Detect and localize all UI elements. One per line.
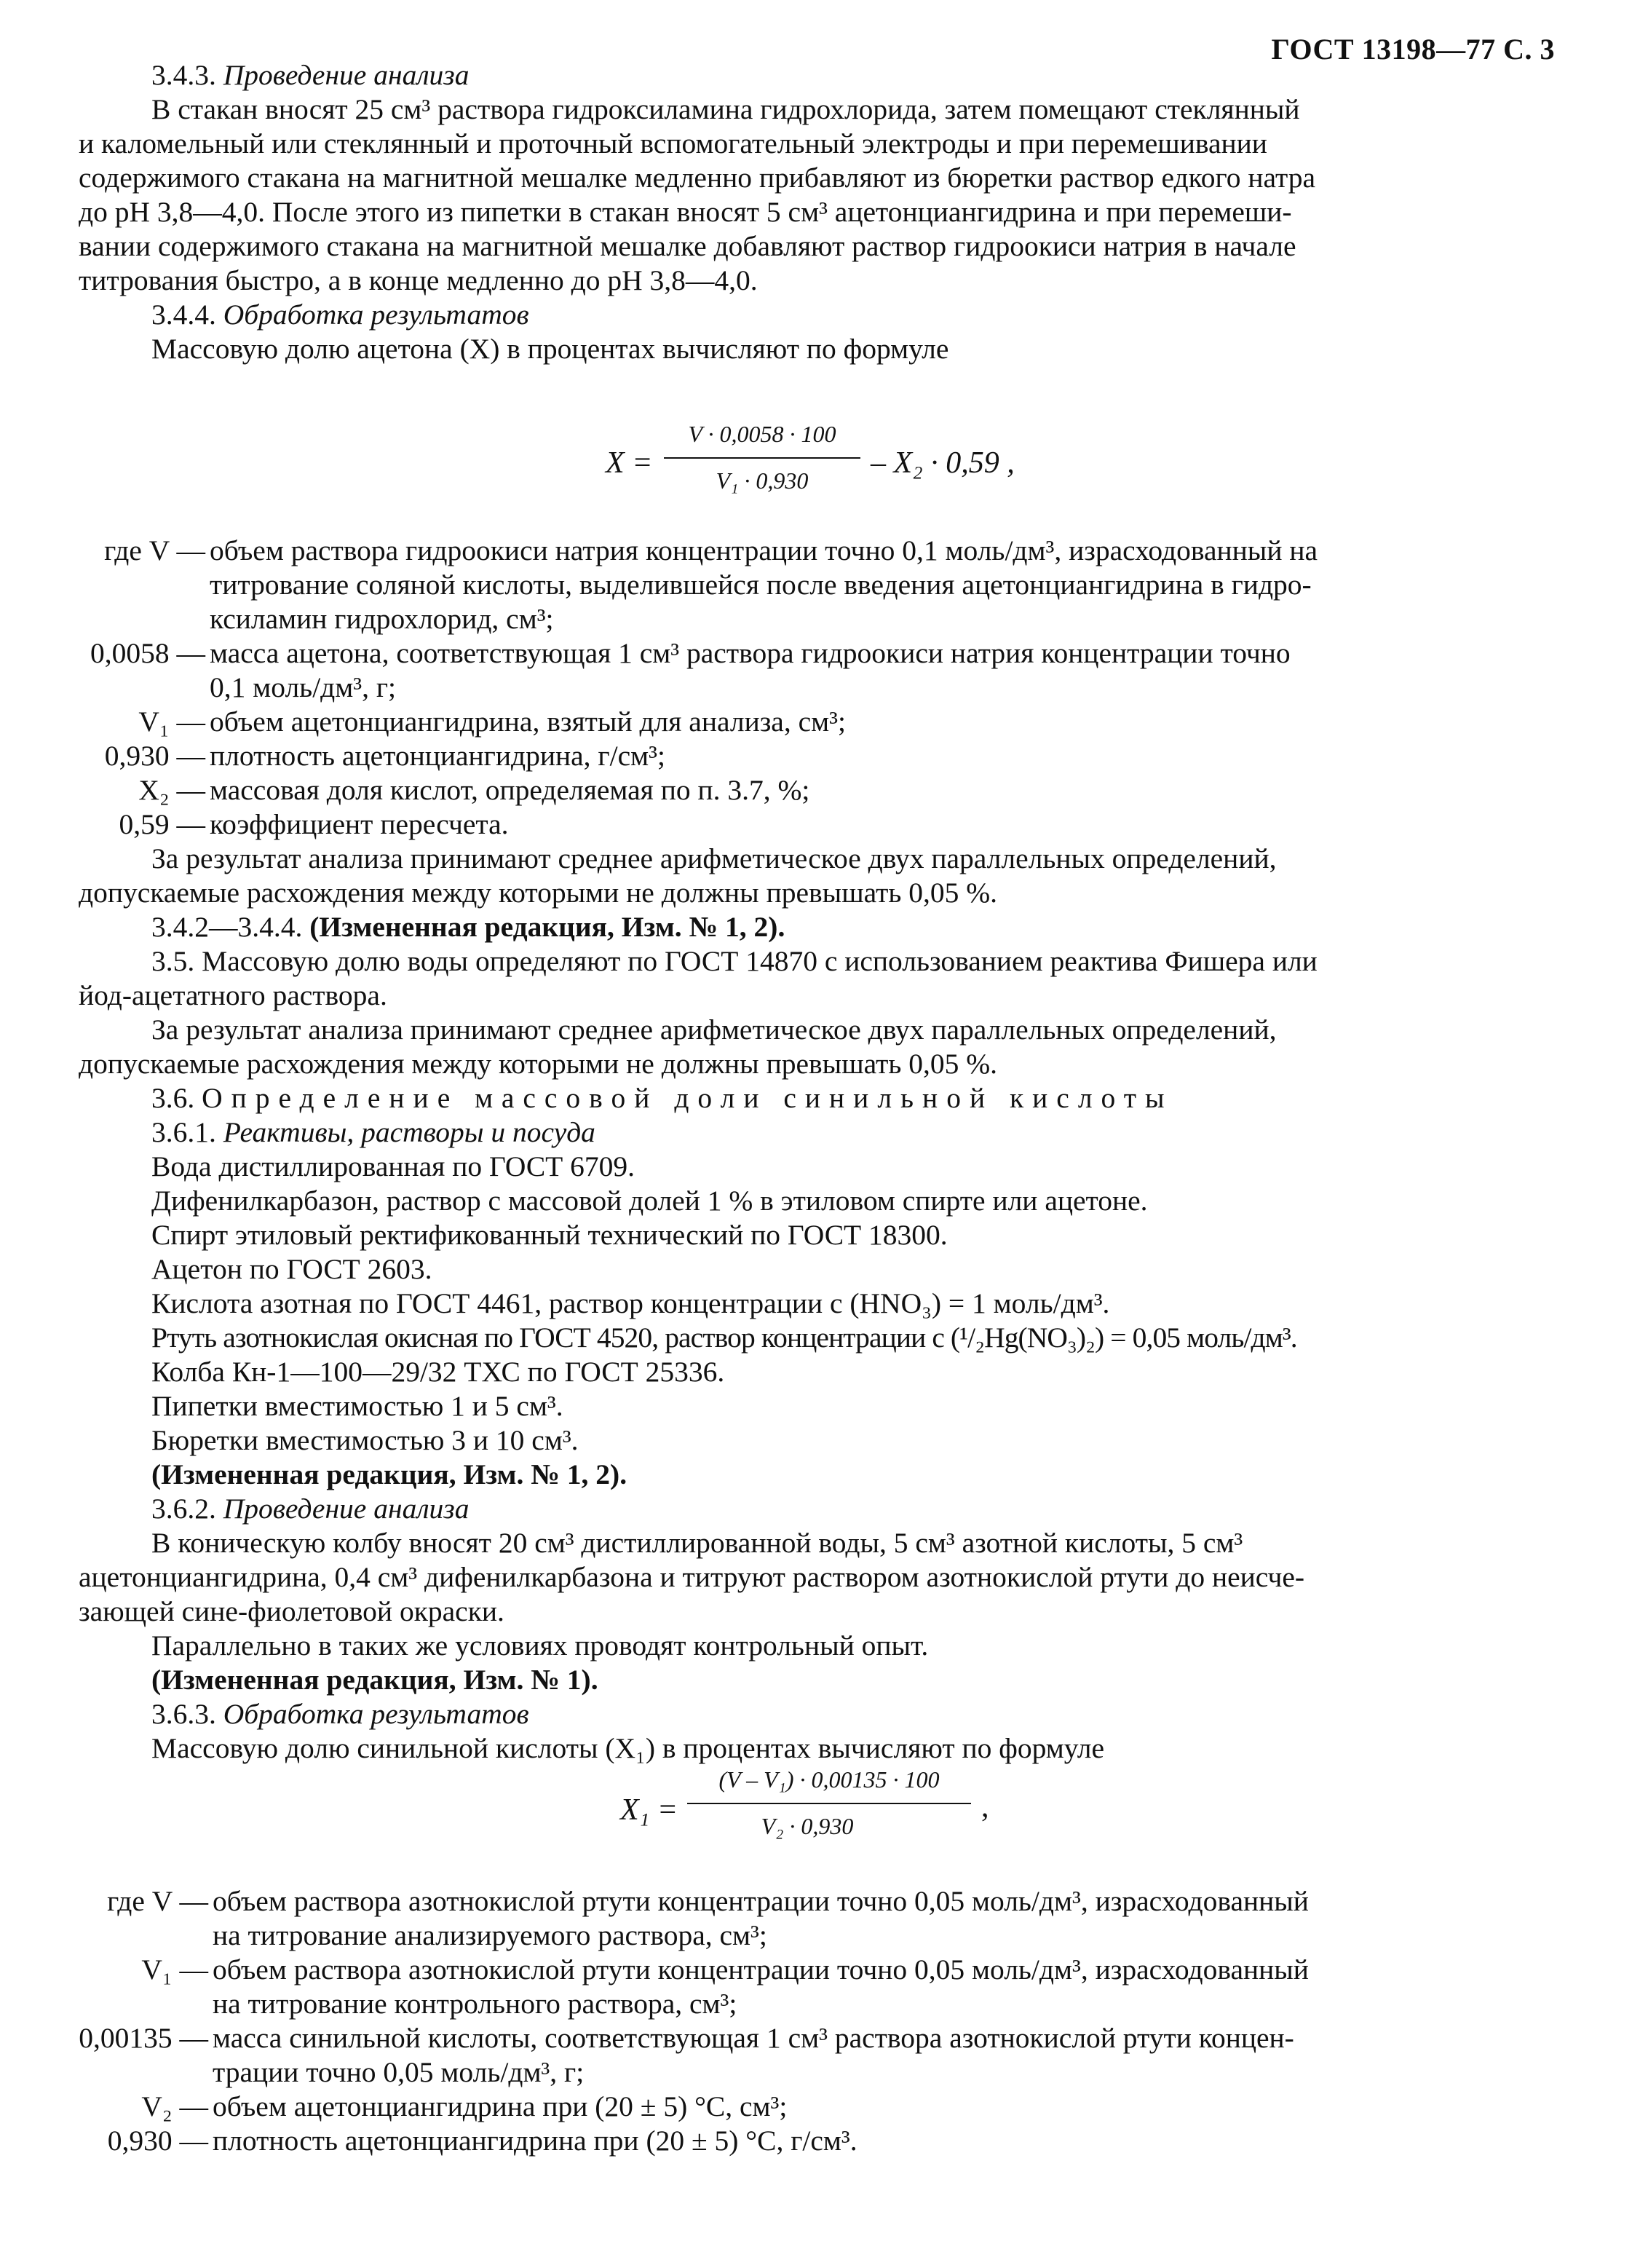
reagent-item: Ацетон по ГОСТ 2603. <box>151 1253 432 1285</box>
formula-lhs: X₁ = <box>620 1793 678 1827</box>
amendment-note <box>151 913 785 942</box>
variable-description: объем ацетонциангидрина при (20 ± 5) °С, см³; <box>213 2090 788 2122</box>
fraction-bar <box>687 1803 971 1804</box>
fraction-bar <box>664 457 860 459</box>
variable-symbol: 0,0058 — <box>90 637 205 669</box>
reagent-item: Пипетки вместимостью 1 и 5 см³. <box>151 1390 563 1422</box>
amendment-note: (Измененная редакция, Изм. № 1, 2). <box>151 1458 627 1490</box>
section-3-6-1-heading <box>151 1118 595 1147</box>
section-title: Реактивы, растворы и посуда <box>223 1116 595 1148</box>
paragraph-line: содержимого стакана на магнитной мешалке медленно прибавляют из бюретки раствор едкого натра <box>79 162 1316 194</box>
paragraph-line: За результат анализа принимают среднее арифметическое двух параллельных определений, <box>151 1014 1277 1046</box>
section-title: Проведение анализа <box>223 59 470 91</box>
variable-description: на титрование контрольного раствора, см³; <box>213 1988 737 2020</box>
variable-symbol: 0,930 — <box>107 2125 208 2157</box>
formula-lhs: X = <box>606 446 653 480</box>
section-3-6-3-heading <box>151 1700 529 1729</box>
formula-numerator: (V – V₁) · 0,00135 · 100 <box>718 1766 940 1793</box>
variable-symbol: 0,00135 — <box>79 2022 208 2054</box>
paragraph-line: В коническую колбу вносят 20 см³ дистиллированной воды, 5 см³ азотной кислоты, 5 см³ <box>151 1527 1243 1559</box>
reagent-item: Колба Кн-1—100—29/32 ТХС по ГОСТ 25336. <box>151 1356 725 1388</box>
paragraph-line: зающей сине-фиолетовой окраски. <box>79 1595 504 1627</box>
variable-symbol: где V — <box>107 1885 208 1917</box>
paragraph-line: и каломельный или стеклянный и проточный вспомогательный электроды и при перемешивании <box>79 127 1267 159</box>
formula-intro: Массовую долю ацетона (X) в процентах вычисляют по формуле <box>151 333 949 365</box>
variable-symbol: V₁ — <box>141 1953 208 1986</box>
variable-description: плотность ацетонциангидрина, г/см³; <box>210 740 665 772</box>
paragraph-line: допускаемые расхождения между которыми не должны превышать 0,05 %. <box>79 877 998 909</box>
reagent-item: Вода дистиллированная по ГОСТ 6709. <box>151 1150 635 1182</box>
paragraph-line: йод-ацетатного раствора. <box>79 979 387 1011</box>
reagent-item: Спирт этиловый ректификованный технический по ГОСТ 18300. <box>151 1219 948 1251</box>
section-title: Обработка результатов <box>223 299 529 331</box>
amendment-range: 3.4.2—3.4.4. <box>151 911 303 943</box>
variable-symbol: где V — <box>104 534 205 566</box>
formula-denominator: V₁ · 0,930 <box>716 467 809 494</box>
section-number: 3.6.2. <box>151 1493 216 1525</box>
paragraph-line: титрования быстро, а в конце медленно до pH 3,8—4,0. <box>79 264 758 296</box>
variable-description: масса синильной кислоты, соответствующая 1 см³ раствора азотнокислой ртути концен- <box>213 2022 1294 2054</box>
paragraph-line: до pH 3,8—4,0. После этого из пипетки в стакан вносят 5 см³ ацетонциангидрина и при перемеши- <box>79 196 1292 228</box>
variable-description: ксиламин гидрохлорид, см³; <box>210 603 554 635</box>
formula-denominator: V₂ · 0,930 <box>761 1813 854 1839</box>
variable-description: объем раствора азотнокислой ртути концентрации точно 0,05 моль/дм³, израсходованный <box>213 1953 1309 1986</box>
paragraph-line: вании содержимого стакана на магнитной мешалке добавляют раствор гидроокиси натрия в начале <box>79 230 1296 262</box>
section-number: 3.6.3. <box>151 1698 216 1730</box>
variable-description: титрование соляной кислоты, выделившейся после введения ацетонциангидрина в гидро- <box>210 569 1312 601</box>
paragraph-line: допускаемые расхождения между которыми не должны превышать 0,05 %. <box>79 1048 998 1080</box>
section-number: 3.6.1. <box>151 1116 216 1148</box>
variable-description: массовая доля кислот, определяемая по п. 3.7, %; <box>210 774 810 806</box>
section-3-6-heading <box>151 1084 1173 1113</box>
paragraph-line: 3.5. Массовую долю воды определяют по ГОСТ 14870 с использованием реактива Фишера или <box>151 945 1318 977</box>
formula-rest: – X₂ · 0,59 , <box>871 446 1015 480</box>
section-title: Определение массовой доли синильной кислоты <box>202 1082 1173 1114</box>
variable-description: объем ацетонциангидрина, взятый для анализа, см³; <box>210 706 846 738</box>
reagent-item: Дифенилкарбазон, раствор с массовой долей 1 % в этиловом спирте или ацетоне. <box>151 1185 1148 1217</box>
reagent-item: Кислота азотная по ГОСТ 4461, раствор концентрации c (HNO₃) = 1 моль/дм³. <box>151 1287 1110 1319</box>
section-3-4-3-heading <box>151 61 469 90</box>
variable-description: плотность ацетонциангидрина при (20 ± 5) °С, г/см³. <box>213 2125 857 2157</box>
section-title: Проведение анализа <box>223 1493 470 1525</box>
formula-rest: , <box>981 1790 989 1824</box>
variable-description: на титрование анализируемого раствора, см³; <box>213 1919 767 1951</box>
variable-description: масса ацетона, соответствующая 1 см³ раствора гидроокиси натрия концентрации точно <box>210 637 1291 669</box>
reagent-item: Ртуть азотнокислая окисная по ГОСТ 4520, раствор концентрации c (¹/₂Hg(NO₃)₂) = 0,05 моль/дм³. <box>151 1321 1297 1354</box>
variable-description: объем раствора азотнокислой ртути концентрации точно 0,05 моль/дм³, израсходованный <box>213 1885 1309 1917</box>
paragraph-line: ацетонциангидрина, 0,4 см³ дифенилкарбазона и титруют раствором азотнокислой ртути до неисче- <box>79 1561 1305 1593</box>
variable-symbol: V₂ — <box>141 2090 208 2122</box>
section-number: 3.4.4. <box>151 299 216 331</box>
variable-symbol: 0,59 — <box>119 808 205 840</box>
section-title: Обработка результатов <box>223 1698 529 1730</box>
variable-description: трации точно 0,05 моль/дм³, г; <box>213 2056 585 2088</box>
variable-symbol: X₂ — <box>138 774 205 806</box>
section-3-4-4-heading <box>151 301 529 330</box>
paragraph-line: Параллельно в таких же условиях проводят контрольный опыт. <box>151 1629 929 1662</box>
reagent-item: Бюретки вместимостью 3 и 10 см³. <box>151 1424 579 1456</box>
section-3-6-2-heading <box>151 1495 469 1524</box>
paragraph-line: За результат анализа принимают среднее арифметическое двух параллельных определений, <box>151 842 1277 874</box>
variable-symbol: V₁ — <box>138 706 205 738</box>
formula-numerator: V · 0,0058 · 100 <box>688 421 836 447</box>
variable-description: 0,1 моль/дм³, г; <box>210 671 397 703</box>
section-number: 3.6. <box>151 1082 195 1114</box>
page-header: ГОСТ 13198—77 С. 3 <box>1271 33 1555 66</box>
variable-description: объем раствора гидроокиси натрия концентрации точно 0,1 моль/дм³, израсходованный на <box>210 534 1318 566</box>
variable-symbol: 0,930 — <box>104 740 205 772</box>
section-number: 3.4.3. <box>151 59 216 91</box>
amendment-text: (Измененная редакция, Изм. № 1, 2). <box>309 911 785 943</box>
formula-intro: Массовую долю синильной кислоты (X₁) в процентах вычисляют по формуле <box>151 1732 1104 1764</box>
variable-description: коэффициент пересчета. <box>210 808 509 840</box>
amendment-note: (Измененная редакция, Изм. № 1). <box>151 1664 598 1696</box>
paragraph-line: В стакан вносят 25 см³ раствора гидроксиламина гидрохлорида, затем помещают стеклянный <box>151 93 1300 125</box>
